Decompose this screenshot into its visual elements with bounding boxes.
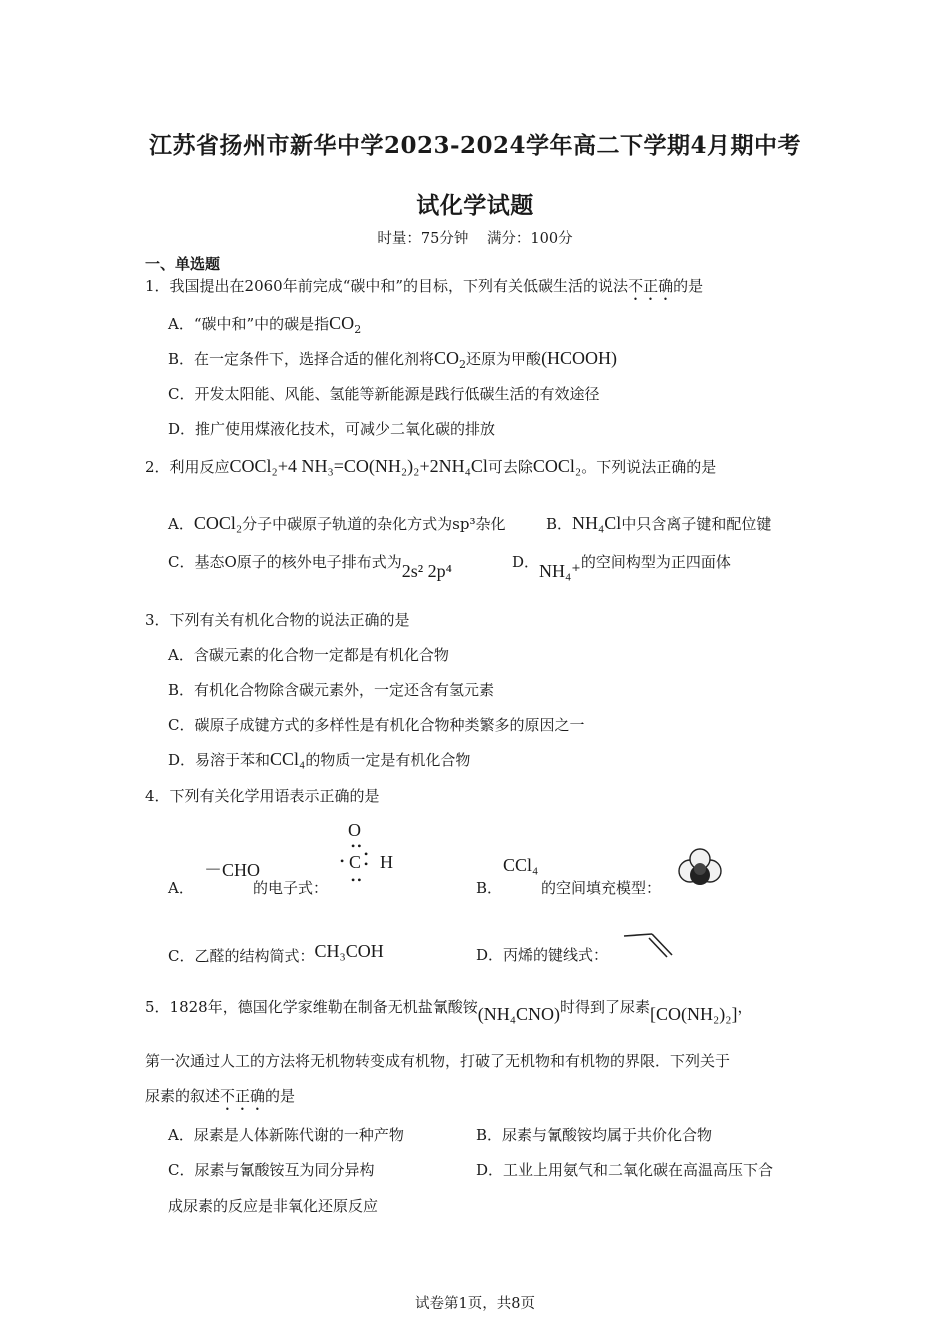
emphasis-text: 不正确 (628, 277, 674, 295)
q3-stem: 3．下列有关有机化合物的说法正确的是 (145, 611, 410, 629)
q5-stem-line-2: 第一次通过人工的方法将无机物转变成有机物，打破了无机物和有机物的界限．下列关于 (145, 1052, 731, 1070)
time-limit: 时量：75分钟 (377, 231, 469, 247)
q1-option-a: A．“碳中和”中的碳是指$CO_2$ (168, 313, 362, 336)
exam-meta (0, 227, 950, 248)
q2-option-d: D．NH₄⁺的空间构型为正四面体 (512, 553, 731, 581)
q5-option-a: A．尿素是人体新陈代谢的一种产物 (168, 1126, 404, 1144)
hydrogen-atom: H (380, 852, 393, 872)
q4-option-a-text: 的电子式： (253, 879, 329, 897)
q3-option-a: A．含碳元素的化合物一定都是有机化合物 (168, 646, 449, 664)
q3-option-c: C．碳原子成键方式的多样性是有机化合物种类繁多的原因之一 (168, 716, 585, 734)
carbon-atom: C (349, 852, 362, 872)
q2-option-c: C．基态O原子的核外电子排布式为2s² 2p⁴ (168, 553, 452, 581)
q3-option-b: B．有机化合物除含碳元素外，一定还含有氢元素 (168, 681, 495, 699)
q5-stem: 5．1828年，德国化学家维勒在制备无机盐氰酸铵(NH₄CNO)时得到了尿素[CO(NH₂)₂]， (145, 998, 753, 1024)
emphasis-text: 不正确 (220, 1087, 266, 1105)
q1-stem: 1．我国提出在2060年前完成“碳中和”的目标，下列有关低碳生活的说法不正确的是 (145, 277, 704, 295)
q4-option-c: C．乙醛的结构简式：CH₃COH (168, 941, 384, 965)
title-line-1: 江苏省扬州市新华中学2023-2024学年高二下学期4月期中考 (148, 132, 802, 159)
q4-option-b-text: 的空间填充模型： (541, 879, 662, 897)
title-line-2: 试化学试题 (416, 192, 534, 219)
q2-stem: 2．利用反应COCl₂+4 NH₃=CO(NH₂)₂+2NH₄Cl可去除COCl₂。下列说法正确的是 (145, 456, 717, 476)
q4-option-a-formula: －CHO (204, 860, 261, 880)
q4-option-b-label: B． (476, 879, 503, 897)
exam-page: 江苏省扬州市新华中学2023-2024学年高二下学期4月期中考 试化学试题 时量：75分钟 满分：100分 一、单选题 1．我国提出在2060年前完成“碳中和”的目标，下列有关低碳生活的说法不正确的是 A．“碳中和”中的碳是指$CO_2$ B．在一定条件下，选择合适的催化剂将$CO_2$还原为甲酸(HCOOH) C．开发太阳能、风能、氢能等新能源是践行低碳生活的有效途径 D．推广使用煤液化技术，可减少二氧化碳的排放 2．利用反应COCl₂+4 NH₃=CO(NH₂)₂+2NH₄Cl可去除COCl₂。下列说法正确的是 A．COCl₂分子中碳原子轨道的杂化方式为sp³杂化 B．NH₄Cl中只含离子键和配位键 C．基态O原子的核外电子排布式为2s² 2p⁴ D．NH₄⁺的空间构型为正四面体 3．下列有关有机化合物的说法正确的是 A．含碳元素的化合物一定都是有机化合物 B．有机化合物除含碳元素外，一定还含有氢元素 C．碳原子成键方式的多样性是有机化合物种类繁多的原因之一 D．易溶于苯和CCl₄的物质一定是有机化合物 4．下列有关化学用语表示正确的是 A． －CHO 的电子式： O •• • C • • H •• B． CCl₄ 的空间填充模型： C．乙醛的结构简式：CH₃COH D．丙烯的键线式： 5．1828年，德国化学家维勒在制备无机盐氰酸铵(NH₄CNO)时得到了尿素[CO(NH₂)₂]， 第一次通过人工的方法将无机物转变成有机物，打破了无机物和有机物的界限．下列关于 尿素的叙述不正确的是 A．尿素是人体新陈代谢的一种产物 B．尿素与氰酸铵均属于共价化合物 C．尿素与氰酸铵互为同分异构 D．工业上用氨气和二氧化碳在高温高压下合 成尿素的反应是非氧化还原反应 试卷第1页，共8页 (0, 0, 950, 1344)
full-score: 满分：100分 (486, 231, 573, 247)
q4-option-a-label: A． (168, 879, 194, 897)
q5-stem-line-3: 尿素的叙述不正确的是 (145, 1087, 296, 1105)
q5-option-d-continued: 成尿素的反应是非氧化还原反应 (168, 1197, 379, 1215)
q2-option-a: A．COCl₂分子中碳原子轨道的杂化方式为sp³杂化 (168, 513, 506, 533)
q4-stem: 4．下列有关化学用语表示正确的是 (145, 787, 380, 805)
q1-option-c: C．开发太阳能、风能、氢能等新能源是践行低碳生活的有效途径 (168, 385, 600, 403)
oxygen-atom: O (348, 820, 361, 840)
q1-option-d: D．推广使用煤液化技术，可减少二氧化碳的排放 (168, 420, 496, 438)
space-filling-model-icon (676, 848, 724, 888)
page-footer: 试卷第1页，共8页 (415, 1296, 535, 1312)
bond-line-structure-icon (622, 930, 674, 958)
q1-option-b: B．在一定条件下，选择合适的催化剂将$CO_2$还原为甲酸(HCOOH) (168, 348, 618, 371)
section-heading: 一、单选题 (145, 255, 221, 273)
reaction-equation: COCl₂+4 NH₃=CO(NH₂)₂+2NH₄Cl (229, 456, 488, 476)
q4-option-d: D．丙烯的键线式： (476, 946, 609, 964)
q3-option-d: D．易溶于苯和CCl₄的物质一定是有机化合物 (168, 749, 471, 769)
q5-option-d: D．工业上用氨气和二氧化碳在高温高压下合 (476, 1161, 774, 1179)
q5-option-b: B．尿素与氰酸铵均属于共价化合物 (476, 1126, 713, 1144)
q2-option-b: B．NH₄Cl中只含离子键和配位键 (546, 513, 772, 533)
q4-option-b-formula: CCl₄ (503, 855, 539, 875)
q5-option-c: C．尿素与氰酸铵互为同分异构 (168, 1161, 375, 1179)
